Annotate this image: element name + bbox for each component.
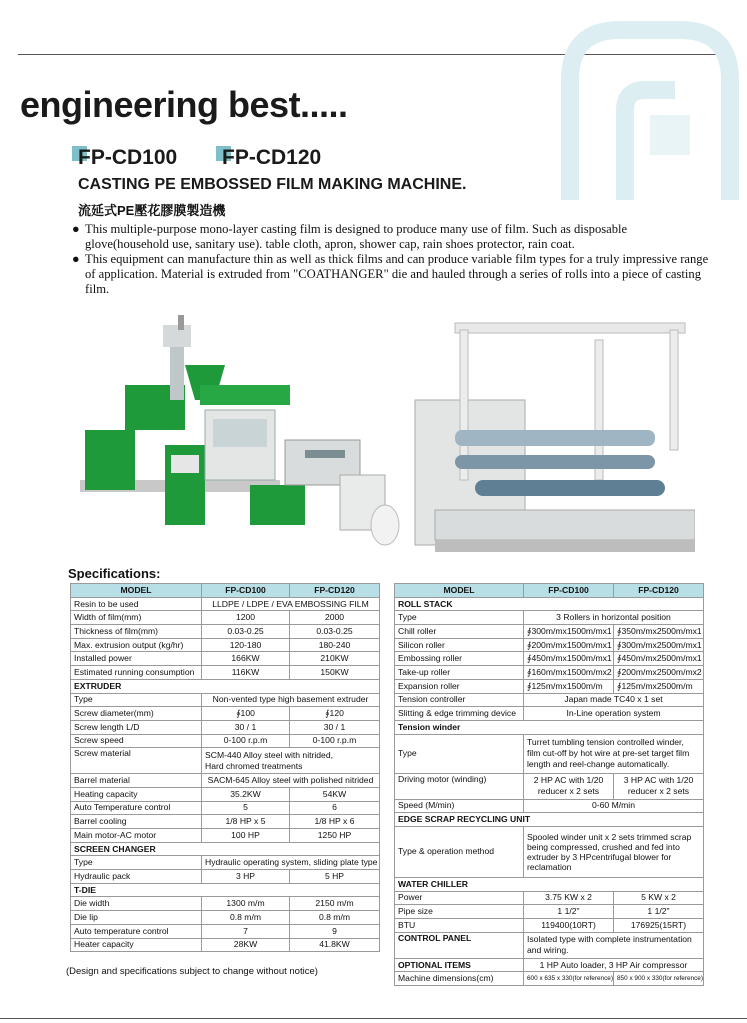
watermark-logo-icon xyxy=(530,0,740,205)
table-row: Type Turret tumbling tension controlled winder, film cut-off by hot wire at pre-set target film length and reel-change automatically. xyxy=(395,734,704,773)
table-row: Die lip 0.8 m/m 0.8 m/m xyxy=(71,911,380,925)
table-row: Hydraulic pack 3 HP 5 HP xyxy=(71,870,380,884)
bullet-icon: ● xyxy=(72,222,80,236)
table-row: Speed (M/min) 0-60 M/min xyxy=(395,799,704,813)
table-row: Type & operation method Spooled winder unit x 2 sets trimmed scrap being compressed, crushed and fed into extruder by 3 HPcentrifugal blower for reclamation xyxy=(395,826,704,877)
table-row: Installed power 166KW 210KW xyxy=(71,652,380,666)
table-row: Estimated running consumption 116KW 150KW xyxy=(71,666,380,680)
table-row: Main motor-AC motor 100 HP 1250 HP xyxy=(71,829,380,843)
bullet-icon: ● xyxy=(72,252,80,266)
section-row: SCREEN CHANGER xyxy=(71,842,380,856)
footnote: (Design and specifications subject to change without notice) xyxy=(66,966,318,977)
section-row: T-DIE xyxy=(71,883,380,897)
spec-table-left xyxy=(70,583,380,952)
table-row: Screw length L/D 30 / 1 30 / 1 xyxy=(71,720,380,734)
table-row: Machine dimensions(cm) 600 x 635 x 330(for reference) 850 x 900 x 330(for reference) xyxy=(395,972,704,986)
spec-table-right xyxy=(394,583,704,986)
table-row: Heating capacity 35.2KW 54KW xyxy=(71,787,380,801)
chinese-title: 流延式PE壓花膠膜製造機 xyxy=(78,203,226,218)
description-item: ● This multiple-purpose mono-layer casting film is designed to produce many use of film. Such as disposable glove(household use, sanitary use). table cloth, apron, shower cap, rain shoes protector, rain coat. xyxy=(72,222,628,251)
table-row: Chill roller ∮300m/mx1500m/mx1 ∮350m/mx2500m/mx1 xyxy=(395,625,704,639)
table-row: Auto temperature control 7 9 xyxy=(71,924,380,938)
table-row: Tension controller Japan made TC40 x 1 set xyxy=(395,693,704,707)
machine-photo xyxy=(75,315,695,555)
specifications-title: Specifications: xyxy=(68,566,161,581)
table-row: BTU 119400(10RT) 176925(15RT) xyxy=(395,919,704,933)
page-heading: engineering best..... xyxy=(20,84,348,125)
table-row: Driving motor (winding) 2 HP AC with 1/20 reducer x 2 sets 3 HP AC with 1/20 reducer x 2 sets xyxy=(395,773,704,799)
section-row: ROLL STACK xyxy=(395,597,704,611)
table-row: CONTROL PANEL Isolated type with complete instrumentation and wiring. xyxy=(395,932,704,958)
table-row: Thickness of film(mm) 0.03-0.25 0.03-0.25 xyxy=(71,625,380,639)
table-row: Barrel material SACM-645 Alloy steel with polished nitrided xyxy=(71,774,380,788)
table-row: Power 3.75 KW x 2 5 KW x 2 xyxy=(395,891,704,905)
table-row: Die width 1300 m/m 2150 m/m xyxy=(71,897,380,911)
description xyxy=(72,222,712,297)
table-row: Embossing roller ∮450m/mx1500m/mx1 ∮450m/mx2500m/mx1 xyxy=(395,652,704,666)
table-header-row: MODEL FP-CD100 FP-CD120 xyxy=(395,584,704,598)
table-row: Auto Temperature control 5 6 xyxy=(71,801,380,815)
table-row: Type 3 Rollers in horizontal position xyxy=(395,611,704,625)
bottom-rule xyxy=(0,1018,747,1019)
table-row: OPTIONAL ITEMS 1 HP Auto loader, 3 HP Air compressor xyxy=(395,958,704,972)
table-row: Type Non-vented type high basement extruder xyxy=(71,693,380,707)
section-row: WATER CHILLER xyxy=(395,877,704,891)
table-row: Take-up roller ∮160m/mx1500m/mx2 ∮200m/mx2500m/mx2 xyxy=(395,666,704,680)
table-row: Screw material SCM-440 Alloy steel with nitrided, Hard chromed treatments xyxy=(71,748,380,774)
machine-subtitle: CASTING PE EMBOSSED FILM MAKING MACHINE. xyxy=(78,176,467,193)
section-row: EXTRUDER xyxy=(71,679,380,693)
table-row: Expansion roller ∮125m/mx1500m/m ∮125m/mx2500m/m xyxy=(395,679,704,693)
table-row: Pipe size 1 1/2" 1 1/2" xyxy=(395,905,704,919)
table-row: Barrel cooling 1/8 HP x 5 1/8 HP x 6 xyxy=(71,815,380,829)
table-row: Screw diameter(mm) ∮100 ∮120 xyxy=(71,707,380,721)
table-row: Heater capacity 28KW 41.8KW xyxy=(71,938,380,952)
model-title-2: FP-CD120 xyxy=(222,146,321,170)
table-row: Screw speed 0-100 r.p.m 0-100 r.p.m xyxy=(71,734,380,748)
table-row: Silicon roller ∮200m/mx1500m/mx1 ∮300m/mx2500m/mx1 xyxy=(395,638,704,652)
table-row: Slitting & edge trimming device In-Line operation system xyxy=(395,707,704,721)
section-row: EDGE SCRAP RECYCLING UNIT xyxy=(395,813,704,827)
table-header-row: MODEL FP-CD100 FP-CD120 xyxy=(71,584,380,598)
table-row: Width of film(mm) 1200 2000 xyxy=(71,611,380,625)
table-row: Max. extrusion output (kg/hr) 120-180 180-240 xyxy=(71,638,380,652)
section-row: Tension winder xyxy=(395,720,704,734)
table-row: Type Hydraulic operating system, sliding plate type xyxy=(71,856,380,870)
table-row: Resin to be used LLDPE / LDPE / EVA EMBOSSING FILM xyxy=(71,597,380,611)
description-item: ● This equipment can manufacture thin as well as thick films and can produce variable film types for a truly impressive range of application. Material is extruded from "COATHANGER" die and hauled through a series of rolls into a piece of casting film. xyxy=(72,252,709,296)
model-title-1: FP-CD100 xyxy=(78,146,177,170)
